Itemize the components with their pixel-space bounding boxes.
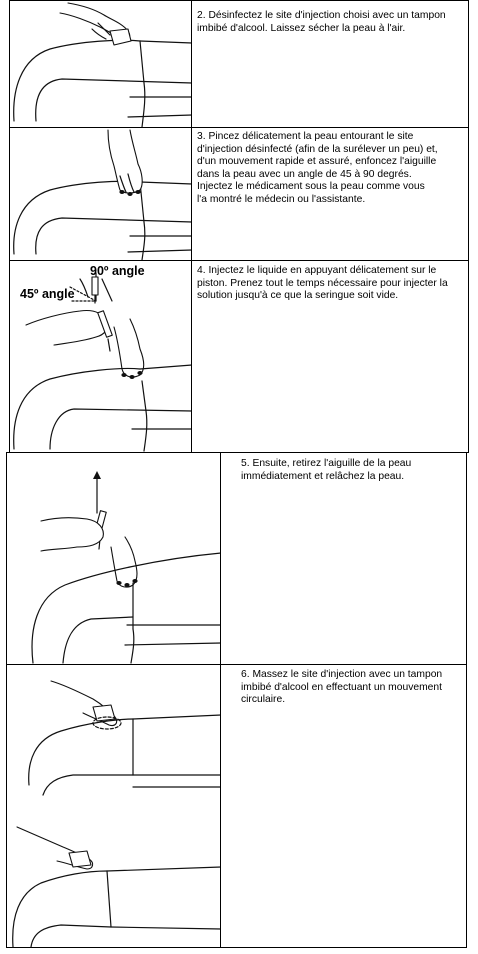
step-5-text: 5. Ensuite, retirez l'aiguille de la peau immédiatement et relâchez la peau. [241,458,412,482]
pinch-skin-illustration [10,128,193,262]
step-3-illustration-cell [9,127,192,261]
step-3-text: 3. Pincez délicatement la peau entourant le site d'injection désinfecté (afin de la surélever un peu) et, d'un mouvement rapide et assuré, enfoncez l'aiguille dans la peau avec un angle de 45 à 90 degrés. Injectez le médicament sous la peau comme vous l'a montré le médecin ou l'assistante. [197,131,438,205]
step-6-illustration-cell [6,664,221,948]
step-4-text: 4. Injectez le liquide en appuyant délicatement sur le piston. Prenez tout le temps nécessaire pour injecter la solution jusqu'à ce que la seringue soit vide. [197,265,448,302]
step-2-text-cell [191,0,469,128]
step-4-illustration-cell [9,260,192,453]
step-4-text-cell [191,260,469,453]
swab-disinfect-illustration [10,1,193,129]
step-6-text: 6. Massez le site d'injection avec un tampon imbibé d'alcool en effectuant un mouvement circulaire. [241,669,443,706]
massage-site-illustration [7,665,222,949]
step-5-text-cell [220,452,467,665]
step-3-text-cell [191,127,469,261]
step-6-text-cell [220,664,467,948]
step-5-illustration-cell [6,452,221,665]
step-2-illustration-cell [9,0,192,128]
angle-45-label: 45º angle [20,287,75,301]
step-2-text: 2. Désinfectez le site d'injection choisi avec un tampon imbibé d'alcool. Laissez sécher la peau à l'air. [197,10,446,34]
angle-90-label: 90º angle [90,264,145,278]
withdraw-needle-illustration [7,453,222,666]
